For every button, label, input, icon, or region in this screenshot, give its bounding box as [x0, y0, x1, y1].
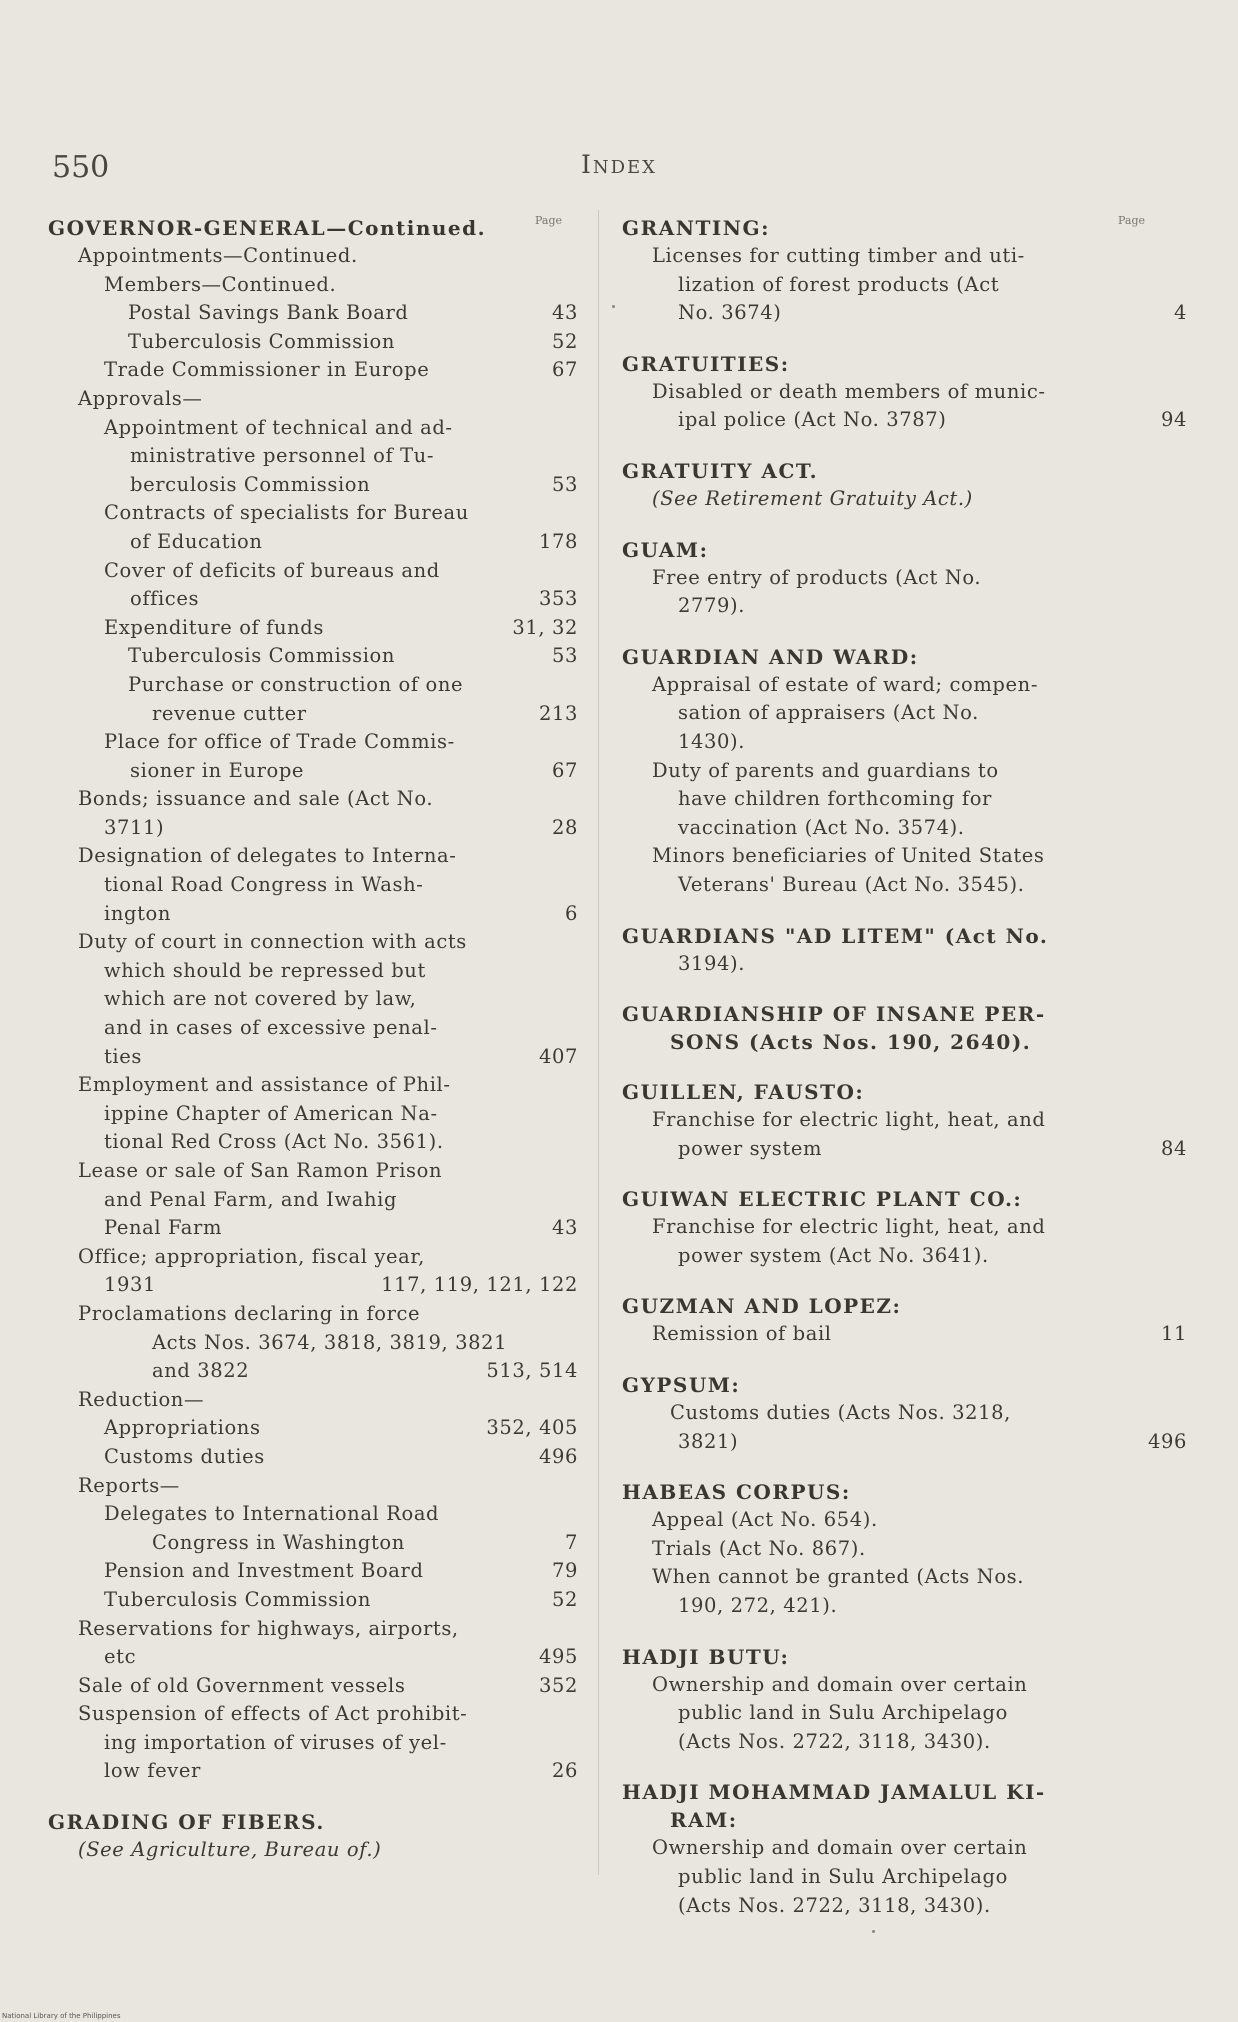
entry-text: (See Agriculture, Bureau of.) — [78, 1838, 382, 1862]
entry-text: GUIWAN ELECTRIC PLANT CO.: — [622, 1187, 1023, 1212]
index-entry-line — [622, 671, 1187, 700]
index-entry-line — [622, 1592, 1187, 1621]
index-entry-line — [622, 242, 1187, 271]
index-heading — [622, 922, 1187, 950]
index-heading — [622, 1078, 1187, 1106]
index-entry-line — [622, 406, 1187, 435]
index-entry-line — [622, 592, 1187, 621]
entry-text: 1931 — [104, 1273, 157, 1297]
index-entry-line — [622, 1428, 1187, 1457]
page-ref: 4 — [1173, 301, 1187, 325]
index-heading — [622, 214, 1187, 242]
page-column-label-right: Page — [1118, 214, 1146, 227]
entry-text: Expenditure of funds — [104, 615, 324, 639]
entry-text: Franchise for electric light, heat, and — [652, 1215, 1046, 1239]
index-entry-line — [48, 700, 578, 729]
index-heading — [622, 643, 1187, 671]
index-entry-line — [48, 385, 578, 414]
index-heading — [622, 536, 1187, 564]
index-entry-line — [48, 1500, 578, 1529]
page-ref: 407 — [538, 1044, 578, 1068]
index-entry-line — [622, 1399, 1187, 1428]
entry-text: tional Road Congress in Wash- — [104, 873, 424, 897]
index-entry-line — [48, 842, 578, 871]
entry-text: Office; appropriation, fiscal year, — [78, 1244, 425, 1268]
index-entry-line — [48, 528, 578, 557]
page-heading: Index — [580, 150, 657, 179]
entry-text: and in cases of excessive penal- — [104, 1016, 438, 1040]
entry-text: offices — [130, 587, 200, 611]
index-entry-line — [48, 356, 578, 385]
page-ref: 53 — [551, 472, 578, 496]
index-entry-line — [622, 1242, 1187, 1271]
entry-text: Designation of delegates to Interna- — [78, 844, 457, 868]
entry-text: Minors beneficiaries of United States — [652, 844, 1045, 868]
index-entry-line — [622, 1213, 1187, 1242]
entry-text: GRATUITIES: — [622, 351, 790, 376]
entry-text: of Education — [130, 529, 263, 553]
column-divider — [598, 210, 599, 1875]
entry-text: Purchase or construction of one — [128, 672, 464, 696]
page-ref: 79 — [551, 1559, 578, 1583]
index-heading — [622, 1292, 1187, 1320]
page-ref: 67 — [551, 758, 578, 782]
entry-text: Place for office of Trade Commis- — [104, 730, 455, 754]
entry-text: revenue cutter — [152, 701, 307, 725]
page-ref: 52 — [551, 1587, 578, 1611]
entry-text: (Acts Nos. 2722, 3118, 3430). — [678, 1893, 991, 1917]
index-entry-line — [48, 1214, 578, 1243]
entry-text: public land in Sulu Archipelago — [678, 1701, 1008, 1725]
index-entry-line — [48, 1014, 578, 1043]
index-heading — [622, 1778, 1187, 1806]
entry-text: GOVERNOR-GENERAL—Continued. — [48, 216, 487, 240]
index-entry-line — [622, 699, 1187, 728]
entry-text: HABEAS CORPUS: — [622, 1480, 851, 1505]
index-entry-line — [48, 471, 578, 500]
entry-text: GYPSUM: — [622, 1373, 741, 1398]
index-entry-line — [48, 557, 578, 586]
index-entry-line — [48, 1357, 578, 1386]
index-entry-line — [622, 1671, 1187, 1700]
index-entry-line — [48, 1414, 578, 1443]
entry-text: vaccination (Act No. 3574). — [678, 815, 965, 839]
entry-text: Disabled or death members of munic- — [652, 379, 1046, 403]
entry-text: Bonds; issuance and sale (Act No. — [78, 787, 434, 811]
index-entry-line — [48, 1729, 578, 1758]
index-entry-line — [622, 1892, 1187, 1921]
entry-text: No. 3674) — [678, 301, 782, 325]
entry-text: GUZMAN AND LOPEZ: — [622, 1294, 902, 1319]
index-entry-line — [622, 1320, 1187, 1349]
page-ref: 53 — [551, 644, 578, 668]
index-entry-line — [48, 414, 578, 443]
entry-text: 3194). — [678, 951, 746, 975]
entry-text: (Acts Nos. 2722, 3118, 3430). — [678, 1729, 991, 1753]
entry-text: HADJI BUTU: — [622, 1644, 790, 1669]
index-entry-line — [622, 1535, 1187, 1564]
entry-text: Tuberculosis Commission — [104, 1587, 372, 1611]
entry-text: GUILLEN, FAUSTO: — [622, 1080, 865, 1105]
entry-text: ties — [104, 1044, 143, 1068]
scan-speck — [612, 305, 615, 308]
index-heading — [48, 1808, 578, 1836]
entry-text: Duty of parents and guardians to — [652, 758, 999, 782]
index-entry-line — [622, 378, 1187, 407]
cross-reference — [48, 1836, 578, 1865]
index-column-right — [622, 214, 1187, 1920]
index-entry-line — [48, 299, 578, 328]
entry-text: Tuberculosis Commission — [128, 644, 396, 668]
page-ref: 11 — [1160, 1322, 1187, 1346]
page-ref: 6 — [564, 901, 578, 925]
entry-text: Pension and Investment Board — [104, 1559, 424, 1583]
page-ref: 352 — [538, 1673, 578, 1697]
page-ref: 178 — [538, 529, 578, 553]
index-entry-line — [48, 957, 578, 986]
page-ref: 26 — [551, 1759, 578, 1783]
entry-text: GUARDIANSHIP OF INSANE PER- — [622, 1002, 1046, 1027]
entry-text: ington — [104, 901, 172, 925]
entry-text: Veterans' Bureau (Act No. 3545). — [678, 872, 1025, 896]
index-entry-line — [48, 928, 578, 957]
index-entry-line — [622, 785, 1187, 814]
page-ref: 513, 514 — [486, 1359, 578, 1383]
index-entry-line — [48, 1700, 578, 1729]
page-ref: 84 — [1160, 1136, 1187, 1160]
index-entry-line — [48, 1043, 578, 1072]
entry-text: 2779). — [678, 594, 746, 618]
entry-text: Customs duties — [104, 1444, 265, 1468]
page-ref: 352, 405 — [486, 1416, 578, 1440]
entry-text: SONS (Acts Nos. 190, 2640). — [670, 1030, 1032, 1055]
index-heading — [622, 1806, 1187, 1834]
scan-footer: National Library of the Philippines — [2, 2012, 121, 2020]
index-entry-line — [622, 299, 1187, 328]
entry-text: Appointments—Continued. — [78, 244, 358, 267]
entry-text: sioner in Europe — [130, 758, 305, 782]
index-entry-line — [48, 1271, 578, 1300]
page-ref: 52 — [551, 329, 578, 353]
entry-text: HADJI MOHAMMAD JAMALUL KI- — [622, 1780, 1046, 1805]
index-entry-line — [48, 1243, 578, 1272]
entry-text: Approvals— — [78, 386, 203, 410]
index-entry-line — [622, 1563, 1187, 1592]
index-entry-line — [622, 1863, 1187, 1892]
entry-text: ipal police (Act No. 3787) — [678, 408, 947, 432]
page-column-label-left: Page — [535, 214, 563, 227]
index-entry-line — [48, 1586, 578, 1615]
index-entry-line — [48, 1386, 578, 1415]
index-entry-line — [48, 785, 578, 814]
entry-text: Trials (Act No. 867). — [652, 1536, 866, 1560]
entry-text: berculosis Commission — [130, 472, 371, 496]
index-entry-line — [622, 1834, 1187, 1863]
entry-text: Reduction— — [78, 1387, 205, 1411]
entry-text: (See Retirement Gratuity Act.) — [652, 486, 973, 510]
index-entry-line — [48, 328, 578, 357]
index-entry-line — [48, 585, 578, 614]
index-entry-line — [48, 757, 578, 786]
entry-text: RAM: — [670, 1808, 738, 1833]
index-heading — [48, 214, 578, 242]
entry-text: ministrative personnel of Tu- — [130, 444, 435, 468]
index-entry-line — [48, 1529, 578, 1558]
index-entry-line — [48, 1100, 578, 1129]
entry-text: ippine Chapter of American Na- — [104, 1101, 438, 1125]
index-entry-line — [622, 757, 1187, 786]
index-entry-line — [622, 728, 1187, 757]
page-header — [0, 150, 1238, 190]
index-entry-line — [48, 642, 578, 671]
entry-text: which should be repressed but — [104, 958, 426, 982]
entry-text: 3821) — [678, 1429, 739, 1453]
entry-text: have children forthcoming for — [678, 787, 992, 811]
page-number: 550 — [52, 150, 110, 185]
page-ref: 67 — [551, 358, 578, 382]
entry-text: Reports— — [78, 1473, 180, 1497]
page-ref: 213 — [538, 701, 578, 725]
entry-text: 190, 272, 421). — [678, 1594, 838, 1618]
index-entry-line — [48, 1071, 578, 1100]
page-ref: 495 — [538, 1645, 578, 1669]
entry-text: GUARDIAN AND WARD: — [622, 644, 919, 669]
page-ref: 28 — [551, 815, 578, 839]
index-entry-line — [48, 1615, 578, 1644]
entry-text: 1430). — [678, 729, 746, 753]
entry-text: and 3822 — [152, 1359, 250, 1383]
entry-text: Duty of court in connection with acts — [78, 930, 467, 954]
index-entry-line — [48, 871, 578, 900]
page-ref: 43 — [551, 1216, 578, 1240]
index-heading — [622, 1643, 1187, 1671]
index-entry-line — [48, 1443, 578, 1472]
index-entry-line — [48, 499, 578, 528]
entry-text: Free entry of products (Act No. — [652, 565, 982, 589]
index-entry-line — [622, 814, 1187, 843]
index-entry-line — [48, 728, 578, 757]
index-entry-line — [48, 614, 578, 643]
entry-text: Licenses for cutting timber and uti- — [652, 244, 1025, 267]
index-entry-line — [48, 1157, 578, 1186]
entry-text: Franchise for electric light, heat, and — [652, 1108, 1046, 1132]
index-entry-line — [48, 442, 578, 471]
index-heading — [622, 1028, 1187, 1056]
entry-text: GRATUITY ACT. — [622, 458, 819, 483]
scan-speck — [872, 1930, 875, 1933]
entry-text: Postal Savings Bank Board — [128, 301, 409, 325]
index-heading — [622, 350, 1187, 378]
index-entry-line — [48, 814, 578, 843]
entry-text: GUAM: — [622, 537, 709, 562]
page-ref: 94 — [1160, 408, 1187, 432]
page-ref: 117, 119, 121, 122 — [381, 1273, 578, 1297]
entry-text: and Penal Farm, and Iwahig — [104, 1187, 398, 1211]
entry-text: Penal Farm — [104, 1216, 223, 1240]
index-heading — [622, 1000, 1187, 1028]
index-entry-line — [622, 1106, 1187, 1135]
index-entry-line — [622, 564, 1187, 593]
entry-text: power system — [678, 1136, 823, 1160]
index-entry-line — [48, 1300, 578, 1329]
index-heading — [622, 1185, 1187, 1213]
index-entry-line — [622, 1506, 1187, 1535]
entry-text: 3711) — [104, 815, 165, 839]
index-entry-line — [622, 842, 1187, 871]
page-ref: 496 — [1147, 1429, 1187, 1453]
index-column-left — [48, 214, 578, 1865]
index-entry-line — [48, 1128, 578, 1157]
entry-text: Customs duties (Acts Nos. 3218, — [670, 1401, 1011, 1425]
index-entry-line — [48, 271, 578, 300]
cross-reference — [622, 485, 1187, 514]
entry-text: Employment and assistance of Phil- — [78, 1073, 451, 1097]
entry-text: Contracts of specialists for Bureau — [104, 501, 469, 525]
page-ref: 496 — [538, 1444, 578, 1468]
index-entry-line — [48, 900, 578, 929]
entry-text: sation of appraisers (Act No. — [678, 701, 979, 725]
entry-text: Ownership and domain over certain — [652, 1836, 1028, 1860]
entry-text: public land in Sulu Archipelago — [678, 1865, 1008, 1888]
entry-text: Trade Commissioner in Europe — [104, 358, 430, 382]
index-entry-line — [48, 1186, 578, 1215]
entry-text: Reservations for highways, airports, — [78, 1616, 459, 1640]
entry-text: Sale of old Government vessels — [78, 1673, 406, 1697]
index-entry-line — [622, 271, 1187, 300]
entry-text: power system (Act No. 3641). — [678, 1243, 989, 1267]
index-entry-line — [48, 1757, 578, 1786]
entry-text: Lease or sale of San Ramon Prison — [78, 1159, 443, 1182]
entry-text: Congress in Washington — [152, 1530, 405, 1554]
entry-text: Cover of deficits of bureaus and — [104, 558, 440, 582]
index-heading — [622, 457, 1187, 485]
index-entry-line — [48, 1329, 578, 1358]
index-entry-line — [48, 1643, 578, 1672]
index-heading — [622, 1478, 1187, 1506]
index-entry-line — [622, 1728, 1187, 1757]
entry-text: Suspension of effects of Act prohibit- — [78, 1702, 468, 1726]
entry-text: low fever — [104, 1759, 201, 1783]
index-entry-line — [48, 242, 578, 271]
entry-text: which are not covered by law, — [104, 987, 417, 1011]
page-ref: 31, 32 — [512, 615, 578, 639]
index-entry-line — [48, 1557, 578, 1586]
entry-text: Tuberculosis Commission — [128, 329, 396, 353]
entry-text: Appointment of technical and ad- — [104, 415, 453, 439]
index-entry-line — [48, 671, 578, 700]
index-entry-line — [622, 1135, 1187, 1164]
entry-text: lization of forest products (Act — [678, 272, 1000, 296]
index-entry-line — [622, 950, 1187, 979]
entry-text: etc — [104, 1645, 137, 1669]
entry-text: Delegates to International Road — [104, 1502, 440, 1526]
index-heading — [622, 1371, 1187, 1399]
entry-text: Ownership and domain over certain — [652, 1672, 1028, 1696]
entry-text: tional Red Cross (Act No. 3561). — [104, 1130, 444, 1154]
index-entry-line — [48, 1672, 578, 1701]
page-ref: 353 — [538, 587, 578, 611]
entry-text: Appraisal of estate of ward; compen- — [652, 672, 1039, 696]
page-ref: 7 — [564, 1530, 578, 1554]
entry-text: Acts Nos. 3674, 3818, 3819, 3821 — [152, 1330, 508, 1354]
entry-text: Appropriations — [104, 1416, 261, 1440]
index-entry-line — [622, 1699, 1187, 1728]
entry-text: Remission of bail — [652, 1322, 832, 1346]
entry-text: GUARDIANS "AD LITEM" (Act No. — [622, 923, 1049, 948]
index-entry-line — [48, 985, 578, 1014]
entry-text: GRADING OF FIBERS. — [48, 1810, 325, 1835]
entry-text: ing importation of viruses of yel- — [104, 1730, 447, 1754]
entry-text: Members—Continued. — [104, 272, 337, 296]
index-entry-line — [622, 871, 1187, 900]
entry-text: When cannot be granted (Acts Nos. — [652, 1565, 1025, 1589]
entry-text: Appeal (Act No. 654). — [652, 1508, 878, 1532]
entry-text: GRANTING: — [622, 216, 770, 240]
page-ref: 43 — [551, 301, 578, 325]
index-entry-line — [48, 1472, 578, 1501]
entry-text: Proclamations declaring in force — [78, 1301, 421, 1325]
